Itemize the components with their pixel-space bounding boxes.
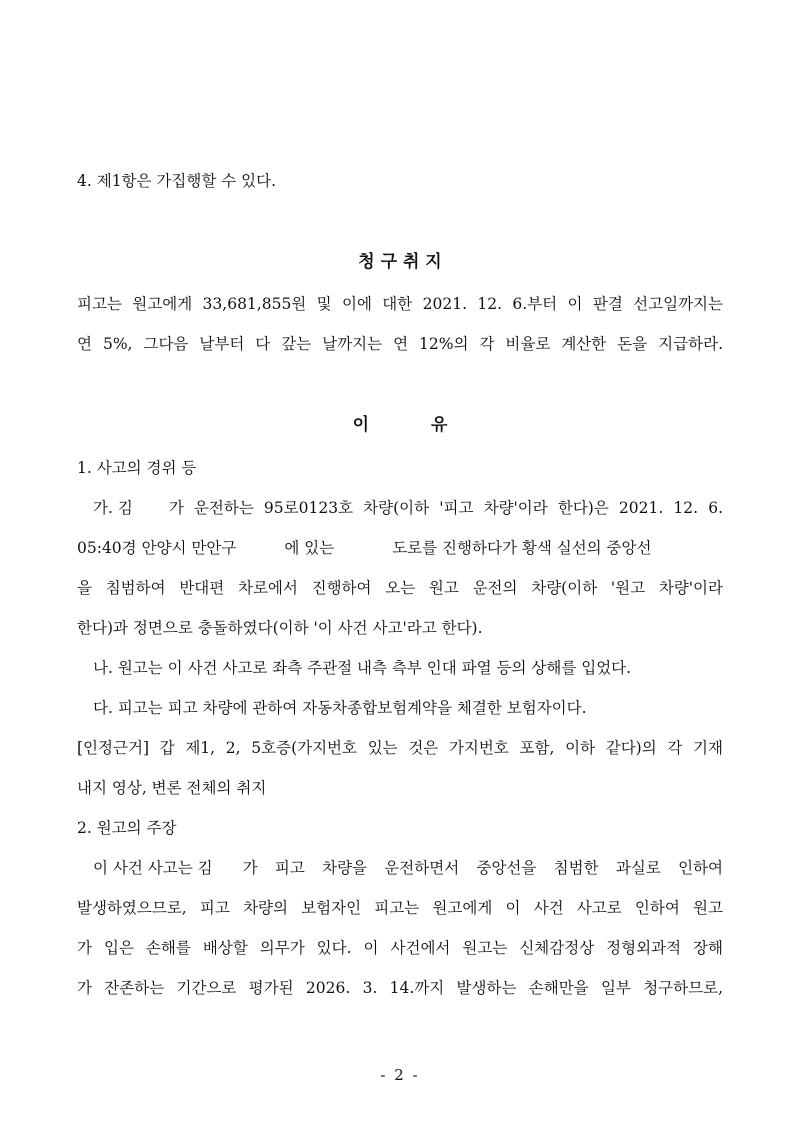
evidence-line-1: [인정근거] 갑 제1, 2, 5호증(가지번호 있는 것은 가지번호 포함, 이하 같다)의 각 기재 [77, 739, 723, 757]
page-number: - 2 - [380, 1066, 420, 1084]
claim2-line-1-b: 가 피고 차량을 운전하면서 중앙선을 침범한 과실로 인하여 [242, 859, 723, 877]
reason-heading-right: 유 [431, 415, 448, 435]
para-ga-line-2-a: 05:40경 안양시 만안구 [77, 539, 237, 557]
claim-line-1: 피고는 원고에게 33,681,855원 및 이에 대한 2021. 12. 6.부터 이 판결 선고일까지는 [77, 295, 723, 313]
para-na: 나. 원고는 이 사건 사고로 좌측 주관절 내측 측부 인대 파열 등의 상해를 입었다. [93, 659, 632, 677]
evidence-line-2: 내지 영상, 변론 전체의 취지 [77, 779, 267, 797]
claim-line-2: 연 5%, 그다음 날부터 다 갚는 날까지는 연 12%의 각 비율로 계산한 돈을 지급하라. [77, 335, 723, 353]
para-ga-line-2-c: 도로를 진행하다가 황색 실선의 중앙선 [392, 539, 652, 557]
para-ga-line-1-a: 가. 김 [93, 499, 133, 517]
para-ga-line-1-b: 가 운전하는 95로0123호 차량(이하 '피고 차량'이라 한다)은 2021. 12. 6. [168, 499, 723, 517]
para-ga-line-3: 을 침범하여 반대편 차로에서 진행하여 오는 원고 운전의 차량(이하 '원고 차량'이라 [77, 579, 723, 597]
item-4: 4. 제1항은 가집행할 수 있다. [77, 172, 277, 190]
claim2-line-1-a: 이 사건 사고는 김 [93, 859, 213, 877]
reason-heading [0, 414, 800, 436]
claim2-line-1 [93, 858, 723, 878]
claim2-line-4: 가 잔존하는 기간으로 평가된 2026. 3. 14.까지 발생하는 손해만을 일부 청구하므로, [77, 979, 723, 997]
section-2-title: 2. 원고의 주장 [77, 819, 177, 837]
claim-heading: 청 구 취 지 [358, 252, 442, 272]
claim2-line-3: 가 입은 손해를 배상할 의무가 있다. 이 사건에서 원고는 신체감정상 정형외과적 장해 [77, 939, 723, 957]
para-ga-line-2-b: 에 있는 [284, 539, 335, 557]
claim2-line-2: 발생하였으므로, 피고 차량의 보험자인 피고는 원고에게 이 사건 사고로 인하여 원고 [77, 899, 723, 917]
para-da: 다. 피고는 피고 차량에 관하여 자동차종합보험계약을 체결한 보험자이다. [93, 699, 587, 717]
para-ga-line-1 [93, 498, 723, 518]
reason-heading-left: 이 [352, 415, 369, 435]
para-ga-line-2 [77, 538, 723, 558]
section-1-title: 1. 사고의 경위 등 [77, 459, 197, 477]
para-ga-line-4: 한다)과 정면으로 충돌하였다(이하 '이 사건 사고'라고 한다). [77, 619, 483, 637]
